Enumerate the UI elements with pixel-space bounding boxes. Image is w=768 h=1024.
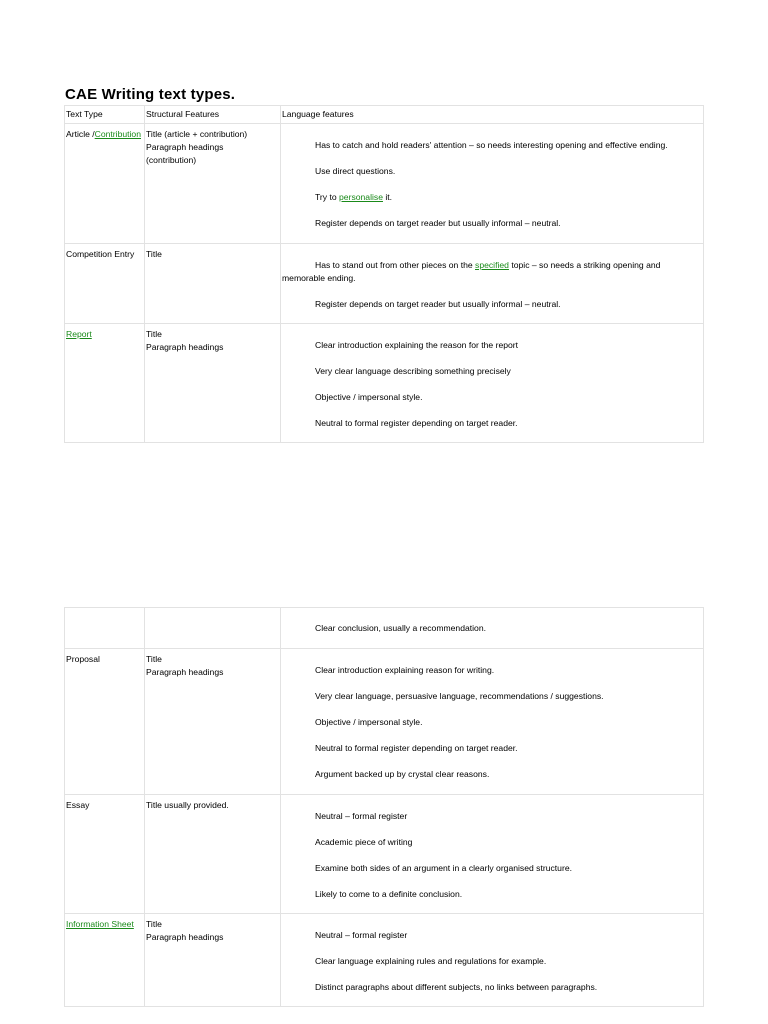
table-row-report-continued [65,608,704,649]
specified-link[interactable]: specified [475,260,509,270]
feature-item: Neutral to formal register depending on target reader. [315,418,518,428]
text-type-cell: Competition Entry [65,244,145,324]
feature-item [282,259,702,285]
table-row-report [65,324,704,443]
report-link[interactable]: Report [66,329,92,339]
features-cell [281,124,704,244]
feature-item: Neutral – formal register [315,811,408,821]
feature-item: Distinct paragraphs about different subjects, no links between paragraphs. [315,982,598,992]
document-title: CAE Writing text types. [65,86,236,103]
structure-cell [145,608,281,649]
structure-cell [145,244,281,324]
text-type-label: Article / [66,129,95,139]
header-text-type: Text Type [65,106,145,124]
structure-item: Paragraph headings [146,342,224,352]
table-row-article [65,124,704,244]
feature-item: Clear introduction explaining reason for writing. [315,665,495,675]
structure-item: Paragraph headings [146,142,224,152]
feature-item: Clear conclusion, usually a recommendation. [315,623,487,633]
feature-text: topic – so needs a striking opening and memorable ending. [282,260,661,283]
text-types-table-continued [64,607,704,1007]
personalise-link[interactable]: personalise [339,192,383,202]
structure-item: Paragraph headings [146,932,224,942]
header-structural-features: Structural Features [145,106,281,124]
features-cell [281,914,704,1007]
feature-item: Has to catch and hold readers' attention – so needs interesting opening and effective ending. [315,140,668,150]
structure-cell [145,324,281,443]
header-language-features: Language features [281,106,704,124]
feature-item: Clear introduction explaining the reason for the report [315,340,519,350]
structure-cell [145,914,281,1007]
structure-item: Paragraph headings [146,667,224,677]
text-type-cell: Proposal [65,649,145,795]
structure-item: Title [146,919,162,929]
feature-item: Objective / impersonal style. [315,392,423,402]
information-sheet-link[interactable]: Information Sheet [66,919,134,929]
feature-item: Likely to come to a definite conclusion. [315,889,463,899]
features-cell [281,608,704,649]
feature-item: Register depends on target reader but usually informal – neutral. [315,299,561,309]
feature-text: Has to stand out from other pieces on the [315,260,476,270]
text-type-cell [65,608,145,649]
features-cell [281,795,704,914]
structure-item: Title usually provided. [146,800,229,810]
structure-item: Title [146,329,162,339]
features-cell [281,649,704,795]
feature-item: Clear language explaining rules and regulations for example. [315,956,547,966]
feature-item: Academic piece of writing [315,837,413,847]
table-row-competition [65,244,704,324]
structure-item: Title [146,249,162,259]
feature-item: Argument backed up by crystal clear reasons. [315,769,490,779]
table-header-row [65,106,704,124]
table-row-essay [65,795,704,914]
structure-item: Title [146,654,162,664]
contribution-link[interactable]: Contribution [94,129,141,139]
feature-item: Objective / impersonal style. [315,717,423,727]
structure-cell [145,649,281,795]
feature-text: Try to [315,192,340,202]
feature-text: it. [382,192,393,202]
feature-item: Very clear language, persuasive language, recommendations / suggestions. [315,691,604,701]
structure-item: (contribution) [146,155,197,165]
feature-item: Very clear language describing something precisely [315,366,511,376]
text-type-cell: Essay [65,795,145,914]
text-types-table [64,105,704,443]
structure-cell [145,795,281,914]
structure-cell [145,124,281,244]
text-type-cell [65,324,145,443]
feature-item: Neutral to formal register depending on target reader. [315,743,518,753]
structure-item: Title (article + contribution) [146,129,248,139]
features-cell [281,324,704,443]
feature-item: Neutral – formal register [315,930,408,940]
table-row-information-sheet [65,914,704,1007]
feature-item: Register depends on target reader but usually informal – neutral. [315,218,561,228]
text-type-cell [65,124,145,244]
feature-item: Use direct questions. [315,166,396,176]
table-row-proposal [65,649,704,795]
feature-item [282,191,702,204]
features-cell [281,244,704,324]
feature-item: Examine both sides of an argument in a clearly organised structure. [315,863,572,873]
text-type-cell [65,914,145,1007]
